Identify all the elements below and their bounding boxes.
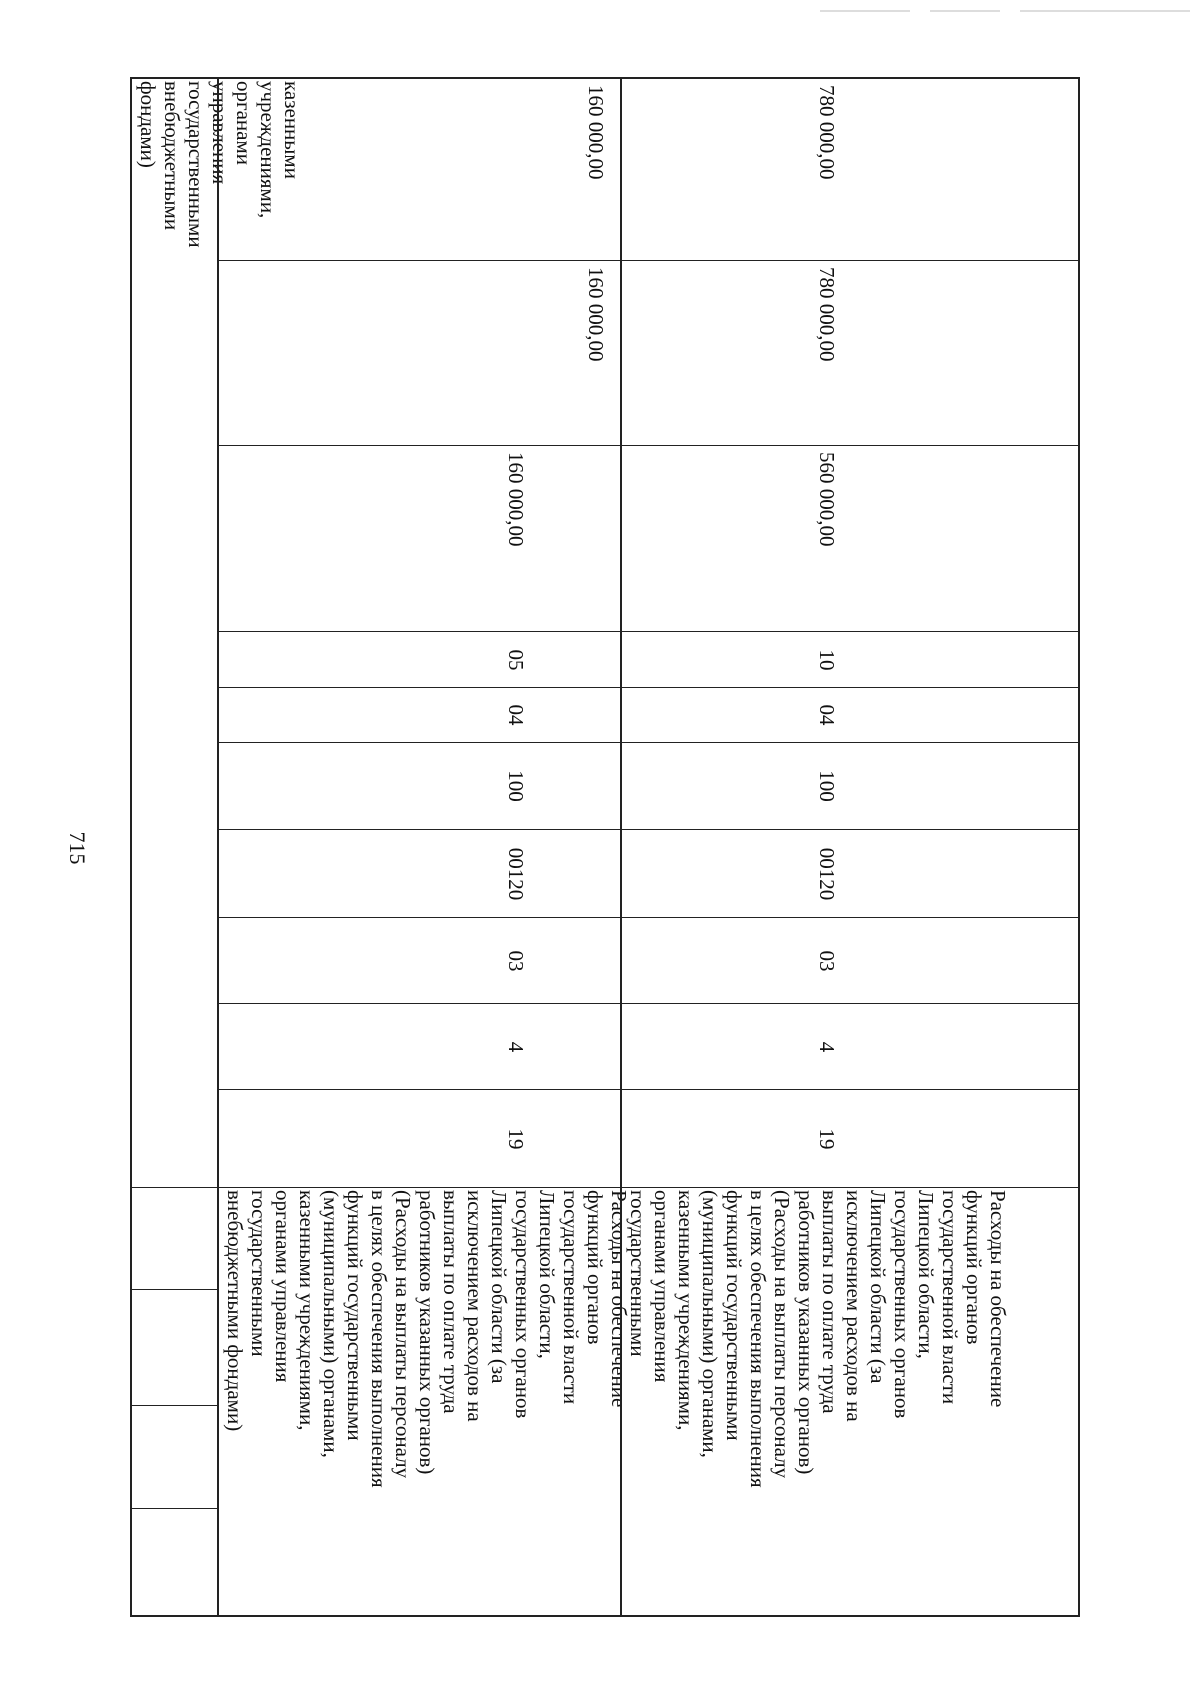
dir-cell xyxy=(219,829,620,917)
rz-value: 04 xyxy=(503,704,528,726)
table-row xyxy=(217,79,631,1615)
om-cell xyxy=(132,1405,217,1508)
vr-cell xyxy=(622,742,1078,829)
sum1-value: 160 000,00 xyxy=(503,452,528,547)
pr-cell xyxy=(219,631,620,687)
sum3-cell xyxy=(622,79,1078,260)
dir-value: 00120 xyxy=(503,847,528,900)
dir-cell xyxy=(622,829,1078,917)
dir-value: 00120 xyxy=(815,847,840,900)
om-value: 03 xyxy=(503,950,528,971)
description-cell xyxy=(219,1187,631,1619)
sum2-value: 780 000,00 xyxy=(815,267,840,362)
gp-cell xyxy=(132,1187,217,1289)
gp-cell xyxy=(219,1089,620,1187)
sum2-cell xyxy=(219,260,620,445)
description-cell xyxy=(132,79,304,1187)
sum1-value: 560 000,00 xyxy=(815,452,840,547)
sum2-value: 160 000,00 xyxy=(583,267,608,362)
sum3-value: 160 000,00 xyxy=(583,85,608,180)
om-value: 03 xyxy=(815,950,840,971)
gp-cell xyxy=(622,1089,1078,1187)
pp-value: 4 xyxy=(503,1041,528,1052)
sum3-value: 780 000,00 xyxy=(815,85,840,180)
description-text: Расходы на обеспечение функций органов государственной власти Липецкой области, государственных органов Липецкой области (за исключением расходов на выплаты по оплате труда работников указанных органов) (Расходы на выплаты персоналу в целях обеспечения выполнения функций государственными (муниципальными) органами, казенными учреждениями, органами управления государственными внебюджетными фондами) xyxy=(223,1190,631,1488)
pp-cell xyxy=(132,1289,217,1405)
table-row xyxy=(620,79,1078,1615)
pp-cell xyxy=(219,1003,620,1089)
om-cell xyxy=(622,917,1078,1003)
pr-value: 10 xyxy=(815,649,840,670)
vr-value: 100 xyxy=(503,770,528,802)
om-cell xyxy=(219,917,620,1003)
gp-value: 19 xyxy=(815,1128,840,1149)
pr-value: 05 xyxy=(503,649,528,670)
budget-table xyxy=(130,77,1080,1617)
dir-cell xyxy=(132,1508,217,1619)
rz-value: 04 xyxy=(815,704,840,726)
vr-cell xyxy=(219,742,620,829)
sum1-cell xyxy=(622,445,1078,631)
gp-value: 19 xyxy=(503,1128,528,1149)
pr-cell xyxy=(622,631,1078,687)
sum3-cell xyxy=(219,79,620,260)
vr-value: 100 xyxy=(815,770,840,802)
scan-artifact xyxy=(1020,10,1190,12)
description-text: Расходы на обеспечение функций органов государственной власти Липецкой области, государственных органов Липецкой области (за исключением расходов на выплаты по оплате труда работников указанных органов) (Расходы на выплаты персоналу в целях обеспечения выполнения функций государственными (муниципальными) органами, казенными учреждениями, органами управления государственными xyxy=(626,1190,1010,1488)
sum2-cell xyxy=(622,260,1078,445)
table-row-continuation xyxy=(132,79,304,1615)
pp-cell xyxy=(622,1003,1078,1089)
rz-cell xyxy=(219,687,620,742)
description-text: казенными учреждениями, органами управления государственными внебюджетными фондами) xyxy=(136,81,304,248)
sum1-cell xyxy=(219,445,620,631)
scan-artifact xyxy=(930,10,1000,12)
description-cell xyxy=(622,1187,1078,1619)
rz-cell xyxy=(622,687,1078,742)
scan-artifact xyxy=(820,10,910,12)
page-number: 715 xyxy=(65,831,90,865)
pp-value: 4 xyxy=(815,1041,840,1052)
